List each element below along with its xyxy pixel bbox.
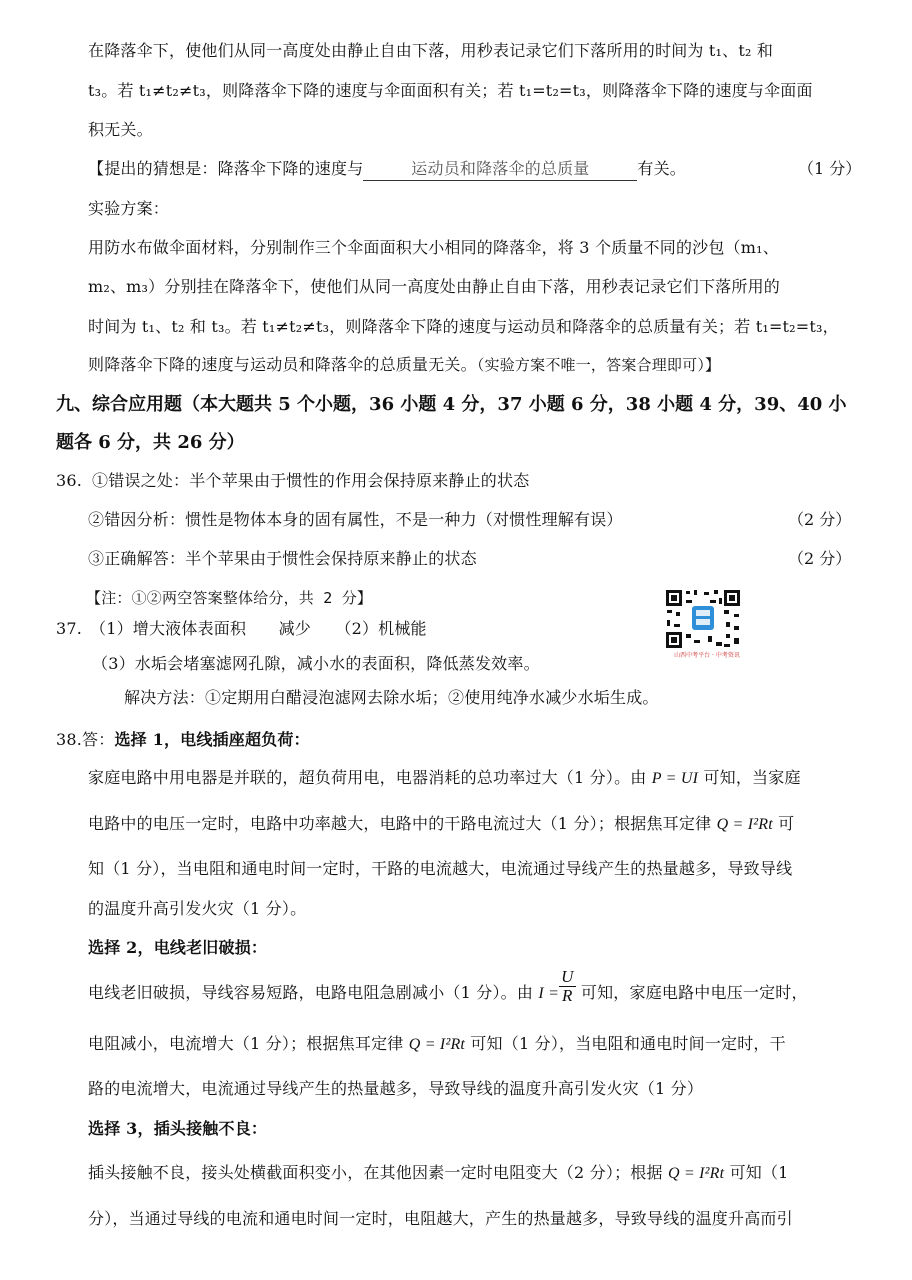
fraction-numerator: U [561,967,574,986]
text-line: 路的电流增大，电流通过导线产生的热量越多，导致导线的温度升高引发火灾（1 分） [88,1079,704,1098]
answer-line: （3）水垢会堵塞滤网孔隙，减小水的表面积，降低蒸发效率。 [92,654,540,673]
text-segment: 可知（1 [729,1163,789,1182]
hypothesis-suffix: 有关。 [637,159,687,178]
option-title: 选择 1，电线插座超负荷： [114,730,310,749]
text-segment: 电路中的电压一定时，电路中功率越大，电路中的干路电流过大（1 分）；根据焦耳定律 [88,814,712,833]
plan-conclusion: 则降落伞下降的速度与运动员和降落伞的总质量无关。 [88,355,477,374]
option-title: 选择 2，电线老旧破损： [88,938,268,957]
text-line: 积无关。 [88,120,153,139]
answer-blank: 运动员和降落伞的总质量 [363,158,637,181]
question-number [56,729,310,751]
text-segment: 家庭电路中用电器是并联的，超负荷用电，电器消耗的总功率过大（1 分）。由 [88,768,647,787]
text-line: t₃。若 t₁≠t₂≠t₃，则降落伞下降的速度与伞面面积有关；若 t₁=t₂=t₃，则降落伞下降的速度与伞面面 [88,81,813,100]
qr-caption: 山西中考平台 · 中考资讯 [674,652,740,659]
formula-joule: Q = I²Rt [408,1036,466,1053]
section-heading: 九、综合应用题（本大题共 5 个小题，36 小题 4 分，37 小题 6 分，38 小题 4 分，39、40 小 [56,394,847,415]
score-label: （2 分） [788,510,852,529]
text-segment: 插头接触不良，接头处横截面积变小，在其他因素一定时电阻变大（2 分）；根据 [88,1163,663,1182]
text-line: 的温度升高引发火灾（1 分）。 [88,899,307,918]
text-line [88,1162,789,1185]
formula-fraction [559,968,575,1005]
text-line [88,1033,786,1056]
plan-note: （实验方案不唯一，答案合理即可）】 [476,356,721,374]
text-line [88,813,794,836]
plan-title: 实验方案： [88,199,170,218]
hypothesis-line [88,158,686,181]
formula-joule: Q = I²Rt [716,816,773,833]
question-number: 37. [56,619,83,638]
text-segment: 可知，当家庭 [703,768,801,787]
text-line [88,767,801,790]
text-line: 在降落伞下，使他们从同一高度处由静止自由下落，用秒表记录它们下落所用的时间为 t₁、t₂ 和 [88,41,774,60]
answer-line: ①错误之处：半个苹果由于惯性的作用会保持原来静止的状态 [92,471,530,490]
answer-line: ③正确解答：半个苹果由于惯性会保持原来静止的状态 [88,549,477,568]
question-number: 36. [56,471,83,490]
q38-label: 38.答： [56,730,115,749]
fraction-denominator: R [562,986,573,1005]
text-line: 分），当通过导线的电流和通电时间一定时，电阻越大，产生的热量越多，导致导线的温度升高而引 [88,1209,793,1228]
text-line: 用防水布做伞面材料，分别制作三个伞面面积大小相同的降落伞，将 3 个质量不同的沙包（m₁、 [88,238,779,257]
text-line: m₂、m₃）分别挂在降落伞下，使他们从同一高度处由静止自由下落，用秒表记录它们下落所用的 [88,277,780,296]
score-label: （1 分） [798,159,862,178]
answer-line: 解决方法：①定期用白醋浸泡滤网去除水垢；②使用纯净水减少水垢生成。 [124,688,659,707]
formula-power: P = UI [651,770,699,787]
text-segment: 电阻减小，电流增大（1 分）；根据焦耳定律 [88,1034,404,1053]
text-line: 时间为 t₁、t₂ 和 t₃。若 t₁≠t₂≠t₃，则降落伞下降的速度与运动员和降落伞的总质量有关；若 t₁=t₂=t₃， [88,317,839,336]
answer-line: （1）增大液体表面积 减少 （2）机械能 [90,619,427,638]
text-segment: 可 [778,814,795,833]
text-line [88,967,808,1005]
option-title: 选择 3，插头接触不良： [88,1119,268,1138]
formula-ohm-lhs: I = [538,985,560,1002]
text-segment: 电线老旧破损，导线容易短路，电路电阻急剧减小（1 分）。由 [88,983,534,1002]
text-line [88,354,720,376]
score-label: （2 分） [788,549,852,568]
hypothesis-prefix: 【提出的猜想是：降落伞下降的速度与 [88,159,364,178]
text-line: 知（1 分），当电阻和通电时间一定时，干路的电流越大，电流通过导线产生的热量越多，导致导线 [88,859,793,878]
section-heading-cont: 题各 6 分，共 26 分） [56,432,245,453]
formula-joule: Q = I²Rt [667,1165,725,1182]
scoring-note: 【注：①②两空答案整体给分，共 2 分】 [86,589,373,607]
qr-code-image [664,588,742,650]
answer-line: ②错因分析：惯性是物体本身的固有属性，不是一种力（对惯性理解有误） [88,510,623,529]
text-segment: 可知（1 分），当电阻和通电时间一定时，干 [470,1034,786,1053]
text-segment: 可知，家庭电路中电压一定时， [580,983,808,1002]
